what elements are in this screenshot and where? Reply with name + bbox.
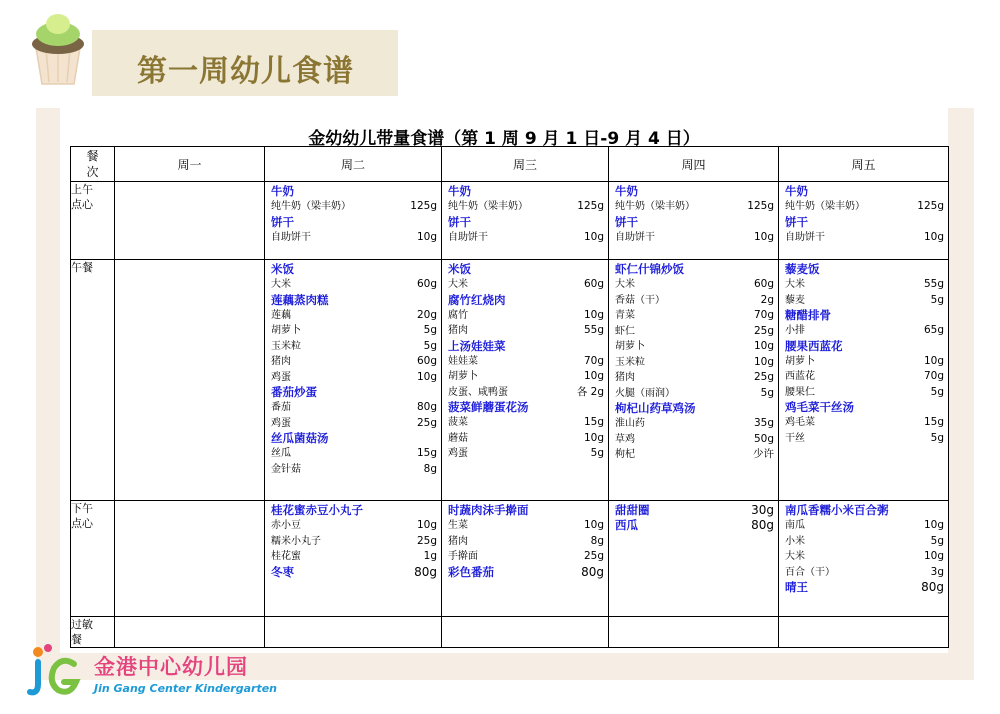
- meal-label: [71, 182, 115, 260]
- ingredient-quantity: 10g: [923, 354, 944, 367]
- ingredient-name: 干丝: [785, 432, 805, 444]
- ingredient-name: 皮蛋、咸鸭蛋: [448, 386, 508, 398]
- dish-name: 鸡毛菜干丝汤: [785, 400, 854, 414]
- day-header: 周一: [115, 147, 265, 182]
- ingredient-name: 百合（干）: [785, 566, 835, 578]
- menu-cell: [115, 182, 265, 260]
- ingredient-quantity: 5g: [930, 293, 944, 306]
- dish-quantity: 80g: [921, 580, 944, 594]
- dish-name: 时蔬肉沫手擀面: [448, 503, 529, 517]
- dish-quantity: 80g: [581, 564, 604, 579]
- ingredient-row: [448, 230, 604, 246]
- ingredient-quantity: 5g: [930, 385, 944, 398]
- ingredient-row: [448, 308, 604, 324]
- ingredient-row: [615, 277, 774, 293]
- ingredient-name: 纯牛奶（梁丰奶）: [448, 201, 528, 212]
- ingredient-quantity: 10g: [583, 370, 604, 382]
- ingredient-name: 枸杞: [615, 449, 635, 460]
- ingredient-quantity: 125g: [577, 200, 604, 212]
- ingredient-name: 玉米粒: [271, 340, 301, 352]
- ingredient-row: [785, 230, 944, 246]
- ingredient-row: [785, 565, 944, 581]
- ingredient-quantity: 少许: [753, 448, 774, 460]
- meal-label-line: 上午: [71, 183, 93, 196]
- ingredient-name: 鸡毛菜: [785, 417, 815, 428]
- ingredient-quantity: 8g: [590, 534, 604, 547]
- menu-cell: [609, 260, 779, 501]
- ingredient-quantity: 25g: [416, 534, 437, 547]
- meal-label-line: 餐: [71, 633, 82, 646]
- ingredient-row: [615, 324, 774, 340]
- ingredient-row: [785, 293, 944, 309]
- ingredient-quantity: 60g: [416, 278, 437, 290]
- ingredient-name: 番茄: [271, 402, 291, 413]
- ingredient-row: [271, 354, 437, 370]
- ingredient-quantity: 125g: [747, 200, 774, 212]
- ingredient-quantity: 70g: [583, 354, 604, 367]
- ingredient-name: 大米: [615, 279, 635, 290]
- ingredient-quantity: 50g: [753, 432, 774, 445]
- left-decorative-band: [36, 108, 60, 680]
- ingredient-name: 糯米小丸子: [271, 535, 321, 547]
- ingredient-name: 南瓜: [785, 520, 805, 531]
- ingredient-row: [271, 446, 437, 462]
- dish-name: 饼干: [785, 214, 808, 229]
- ingredient-quantity: 25g: [583, 550, 604, 562]
- ingredient-name: 自助饼干: [615, 231, 655, 243]
- ingredient-quantity: 125g: [410, 200, 437, 212]
- kindergarten-logo-icon: [24, 640, 84, 700]
- ingredient-name: 莲藕: [271, 309, 291, 321]
- ingredient-name: 火腿（雨润）: [615, 387, 675, 399]
- ingredient-row: [615, 370, 774, 386]
- ingredient-name: 大米: [448, 279, 468, 290]
- ingredient-quantity: 5g: [930, 534, 944, 547]
- ingredient-quantity: 10g: [753, 340, 774, 352]
- ingredient-quantity: 25g: [753, 371, 774, 383]
- dish-name: 番茄炒蛋: [271, 385, 317, 399]
- ingredient-name: 腰果仁: [785, 386, 815, 398]
- ingredient-row: [615, 293, 774, 309]
- document-title: 金幼幼儿带量食谱（第 1 周 9 月 1 日-9 月 4 日）: [308, 129, 700, 149]
- ingredient-name: 虾仁: [615, 325, 635, 337]
- page-title: 第一周幼儿食谱: [137, 54, 354, 89]
- dish-name: 枸杞山药草鸡汤: [615, 401, 696, 415]
- ingredient-quantity: 5g: [423, 324, 437, 336]
- menu-cell: [609, 182, 779, 260]
- ingredient-name: 猪肉: [448, 535, 468, 547]
- ingredient-row: [785, 277, 944, 293]
- ingredient-name: 猪肉: [271, 356, 291, 367]
- ingredient-row: [785, 549, 944, 565]
- ingredient-name: 自助饼干: [271, 231, 311, 243]
- ingredient-name: 香菇（干）: [615, 294, 665, 306]
- dish-name: 桂花蜜赤豆小丸子: [271, 503, 363, 517]
- ingredient-row: [785, 534, 944, 550]
- ingredient-name: 西蓝花: [785, 371, 815, 382]
- ingredient-quantity: 125g: [917, 200, 944, 212]
- brand-name-en: Jin Gang Center Kindergarten: [94, 682, 278, 695]
- menu-cell: [779, 617, 949, 648]
- menu-cell: [609, 617, 779, 648]
- dish-row: [785, 580, 944, 595]
- dish-row: [615, 503, 774, 518]
- ingredient-name: 丝瓜: [271, 448, 291, 459]
- ingredient-row: [785, 385, 944, 401]
- ingredient-name: 纯牛奶（梁丰奶）: [271, 201, 351, 212]
- menu-cell: [115, 260, 265, 501]
- dish-row: [448, 565, 604, 580]
- ingredient-quantity: 70g: [753, 309, 774, 321]
- ingredient-name: 胡萝卜: [615, 341, 645, 352]
- menu-cell: [115, 617, 265, 648]
- ingredient-quantity: 10g: [416, 230, 437, 243]
- meal-label-line: 下午: [71, 502, 93, 515]
- ingredient-row: [615, 447, 774, 463]
- ingredient-name: 腐竹: [448, 309, 468, 321]
- ingredient-name: 大米: [785, 279, 805, 290]
- dish-quantity: 80g: [414, 564, 437, 579]
- meal-row: [71, 617, 949, 648]
- ingredient-row: [448, 431, 604, 447]
- day-header: 周四: [609, 147, 779, 182]
- ingredient-row: [785, 518, 944, 534]
- ingredient-row: [615, 339, 774, 355]
- ingredient-row: [615, 416, 774, 432]
- cupcake-icon: [28, 8, 88, 88]
- ingredient-quantity: 80g: [416, 401, 437, 413]
- dish-row: [271, 565, 437, 580]
- ingredient-name: 大米: [271, 279, 291, 290]
- dish-name: 藜麦饭: [785, 262, 820, 276]
- ingredient-name: 玉米粒: [615, 356, 645, 368]
- ingredient-quantity: 60g: [753, 278, 774, 290]
- ingredient-name: 小排: [785, 325, 805, 336]
- ingredient-row: [615, 308, 774, 324]
- dish-name: 冬枣: [271, 564, 294, 579]
- dish-name: 晴王: [785, 580, 808, 594]
- ingredient-row: [448, 534, 604, 550]
- right-decorative-band: [948, 108, 974, 680]
- dish-name: 彩色番茄: [448, 564, 494, 579]
- ingredient-name: 自助饼干: [785, 231, 825, 243]
- meal-header-line: 餐: [86, 149, 99, 163]
- dish-quantity: 80g: [751, 518, 774, 532]
- ingredient-row: [271, 339, 437, 355]
- ingredient-row: [271, 549, 437, 565]
- dish-name: 莲藕蒸肉糕: [271, 292, 329, 307]
- ingredient-name: 猪肉: [448, 325, 468, 336]
- ingredient-row: [615, 386, 774, 402]
- ingredient-quantity: 1g: [423, 550, 437, 562]
- ingredient-row: [448, 415, 604, 431]
- ingredient-quantity: 10g: [416, 519, 437, 531]
- ingredient-row: [448, 446, 604, 462]
- menu-cell: [609, 501, 779, 617]
- ingredient-name: 生菜: [448, 520, 468, 531]
- menu-cell: [265, 260, 442, 501]
- table-header-row: [71, 147, 949, 182]
- ingredient-row: [448, 369, 604, 385]
- dish-quantity: 30g: [751, 503, 774, 517]
- dish-name: 丝瓜菌菇汤: [271, 431, 329, 445]
- menu-cell: [265, 501, 442, 617]
- dish-name: 饼干: [271, 214, 294, 229]
- ingredient-row: [271, 277, 437, 293]
- ingredient-row: [448, 354, 604, 370]
- ingredient-name: 藜麦: [785, 294, 805, 306]
- day-header: 周五: [779, 147, 949, 182]
- ingredient-quantity: 15g: [416, 447, 437, 459]
- ingredient-quantity: 8g: [423, 462, 437, 475]
- ingredient-name: 纯牛奶（梁丰奶）: [785, 201, 865, 212]
- ingredient-row: [271, 308, 437, 324]
- ingredient-quantity: 25g: [753, 324, 774, 337]
- ingredient-quantity: 35g: [753, 417, 774, 429]
- ingredient-name: 鸡蛋: [271, 371, 291, 383]
- ingredient-row: [785, 199, 944, 215]
- meal-label-line: 午餐: [71, 261, 93, 274]
- dish-name: 牛奶: [615, 184, 638, 198]
- brand-name-cn: 金港中心幼儿园: [94, 655, 248, 679]
- ingredient-row: [785, 415, 944, 431]
- ingredient-quantity: 10g: [416, 370, 437, 383]
- ingredient-row: [448, 549, 604, 565]
- meal-row: [71, 260, 949, 501]
- ingredient-name: 桂花蜜: [271, 551, 301, 562]
- menu-cell: [115, 501, 265, 617]
- meal-label: [71, 260, 115, 501]
- dish-name: 腐竹红烧肉: [448, 292, 506, 307]
- ingredient-quantity: 10g: [583, 519, 604, 531]
- ingredient-quantity: 各 2g: [576, 385, 604, 398]
- ingredient-row: [615, 432, 774, 448]
- ingredient-quantity: 70g: [923, 370, 944, 382]
- page-title-band: [92, 30, 398, 96]
- ingredient-name: 大米: [785, 551, 805, 562]
- ingredient-row: [448, 385, 604, 401]
- ingredient-name: 蘑菇: [448, 432, 468, 444]
- dish-name: 南瓜香糯小米百合粥: [785, 503, 889, 517]
- ingredient-name: 草鸡: [615, 433, 635, 445]
- ingredient-name: 娃娃菜: [448, 355, 478, 367]
- ingredient-quantity: 20g: [416, 308, 437, 321]
- ingredient-quantity: 15g: [583, 416, 604, 428]
- meal-column-header: [71, 147, 115, 182]
- ingredient-row: [615, 230, 774, 246]
- ingredient-name: 淮山药: [615, 418, 645, 429]
- ingredient-quantity: 5g: [930, 431, 944, 444]
- ingredient-quantity: 5g: [760, 386, 774, 399]
- menu-cell: [779, 501, 949, 617]
- ingredient-name: 金针菇: [271, 463, 301, 475]
- menu-cell: [779, 182, 949, 260]
- menu-table: [70, 146, 949, 648]
- ingredient-name: 菠菜: [448, 417, 468, 428]
- ingredient-quantity: 5g: [423, 339, 437, 352]
- ingredient-row: [785, 323, 944, 339]
- menu-cell: [442, 260, 609, 501]
- ingredient-name: 鸡蛋: [448, 448, 468, 459]
- ingredient-row: [271, 400, 437, 416]
- ingredient-quantity: 10g: [753, 355, 774, 368]
- ingredient-row: [448, 518, 604, 534]
- ingredient-quantity: 10g: [923, 230, 944, 243]
- ingredient-row: [615, 355, 774, 371]
- ingredient-quantity: 10g: [583, 308, 604, 321]
- meal-label: [71, 501, 115, 617]
- meal-row: [71, 182, 949, 260]
- ingredient-name: 胡萝卜: [271, 325, 301, 336]
- menu-cell: [442, 617, 609, 648]
- ingredient-row: [448, 277, 604, 293]
- meal-header-line: 次: [86, 165, 99, 179]
- day-header: 周二: [265, 147, 442, 182]
- ingredient-quantity: 25g: [416, 416, 437, 429]
- ingredient-name: 胡萝卜: [785, 355, 815, 367]
- ingredient-name: 鸡蛋: [271, 417, 291, 429]
- ingredient-row: [271, 230, 437, 246]
- ingredient-quantity: 55g: [583, 324, 604, 336]
- ingredient-quantity: 15g: [923, 416, 944, 428]
- ingredient-quantity: 55g: [923, 278, 944, 290]
- meal-label-line: 点心: [71, 517, 93, 530]
- menu-cell: [442, 182, 609, 260]
- dish-name: 牛奶: [448, 184, 471, 198]
- meal-row: [71, 501, 949, 617]
- ingredient-name: 纯牛奶（梁丰奶）: [615, 201, 695, 212]
- ingredient-row: [615, 199, 774, 215]
- menu-cell: [265, 617, 442, 648]
- dish-name: 菠菜鲜蘑蛋花汤: [448, 400, 529, 414]
- ingredient-quantity: 3g: [930, 565, 944, 578]
- dish-name: 糖醋排骨: [785, 308, 831, 322]
- dish-name: 虾仁什锦炒饭: [615, 262, 684, 276]
- dish-name: 牛奶: [785, 184, 808, 198]
- meal-label-line: 点心: [71, 198, 93, 211]
- menu-cell: [779, 260, 949, 501]
- ingredient-row: [271, 534, 437, 550]
- dish-name: 米饭: [271, 262, 294, 276]
- ingredient-quantity: 10g: [753, 230, 774, 243]
- dish-name: 米饭: [448, 262, 471, 276]
- dish-name: 腰果西蓝花: [785, 338, 843, 353]
- ingredient-name: 手擀面: [448, 551, 478, 562]
- ingredient-row: [271, 462, 437, 478]
- dish-row: [615, 518, 774, 533]
- ingredient-name: 猪肉: [615, 372, 635, 383]
- ingredient-row: [448, 199, 604, 215]
- dish-name: 上汤娃娃菜: [448, 338, 506, 353]
- menu-cell: [442, 501, 609, 617]
- ingredient-row: [785, 354, 944, 370]
- ingredient-row: [448, 323, 604, 339]
- day-header: 周三: [442, 147, 609, 182]
- dish-name: 饼干: [448, 214, 471, 229]
- ingredient-row: [271, 323, 437, 339]
- ingredient-name: 赤小豆: [271, 520, 301, 531]
- ingredient-name: 青菜: [615, 310, 635, 321]
- ingredient-quantity: 2g: [760, 293, 774, 306]
- ingredient-quantity: 60g: [583, 278, 604, 290]
- ingredient-quantity: 5g: [590, 447, 604, 459]
- meal-label-line: 过敏: [71, 618, 93, 631]
- ingredient-quantity: 60g: [416, 355, 437, 367]
- menu-document: [60, 108, 948, 653]
- ingredient-quantity: 10g: [583, 431, 604, 444]
- ingredient-quantity: 65g: [923, 324, 944, 336]
- dish-name: 甜甜圈: [615, 503, 650, 517]
- ingredient-quantity: 10g: [923, 519, 944, 531]
- ingredient-name: 小米: [785, 535, 805, 547]
- ingredient-quantity: 10g: [583, 230, 604, 243]
- ingredient-row: [271, 518, 437, 534]
- ingredient-name: 自助饼干: [448, 231, 488, 243]
- dish-name: 西瓜: [615, 518, 638, 532]
- ingredient-quantity: 10g: [923, 550, 944, 562]
- dish-name: 牛奶: [271, 184, 294, 198]
- ingredient-name: 胡萝卜: [448, 371, 478, 382]
- ingredient-row: [785, 431, 944, 447]
- ingredient-row: [271, 416, 437, 432]
- menu-cell: [265, 182, 442, 260]
- dish-name: 饼干: [615, 214, 638, 229]
- ingredient-row: [271, 199, 437, 215]
- ingredient-row: [785, 369, 944, 385]
- ingredient-row: [271, 370, 437, 386]
